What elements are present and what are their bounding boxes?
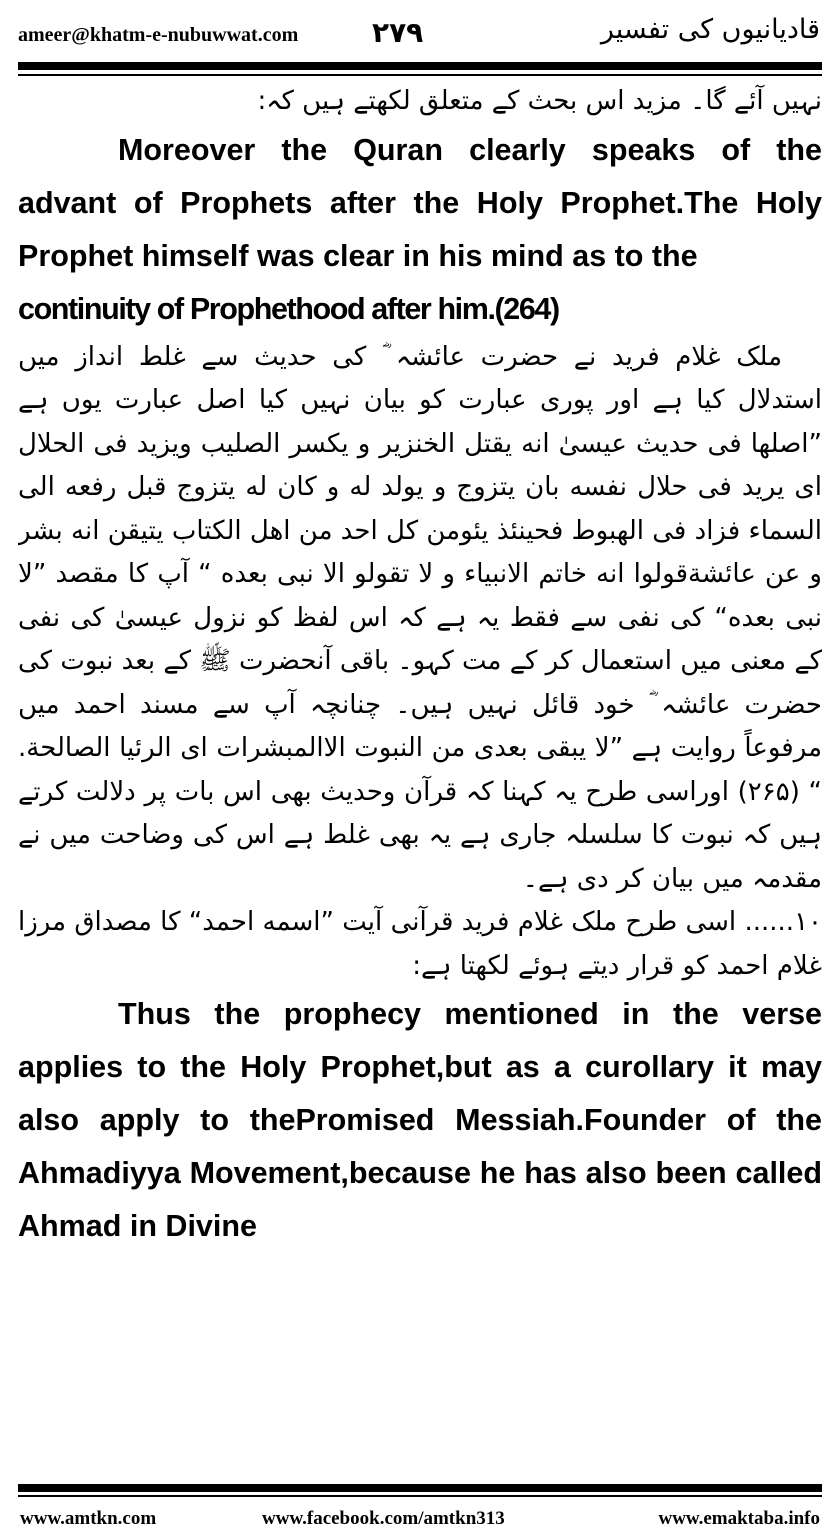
footer-link-facebook[interactable]: www.facebook.com/amtkn313 bbox=[262, 1508, 505, 1529]
header-email: ameer@khatm-e-nubuwwat.com bbox=[18, 24, 299, 46]
footer-rule bbox=[18, 1484, 822, 1492]
english-quote-1: Moreover the Quran clearly speaks of the advant of Prophets after the Holy Prophet.The Holy Prophet himself was clear in his mind as to the bbox=[18, 132, 822, 273]
header-rule-thin bbox=[18, 74, 822, 76]
english-quote-2: Thus the prophecy mentioned in the verse applies to the Holy Prophet,but as a curollary it may also apply to thePromised Messiah.Founder of the Ahmadiyya Movement,because he has also been called Ahmad in Divine bbox=[18, 997, 822, 1243]
urdu-paragraph-2: ۱۰...... اسی طرح ملک غلام فرید قرآنی آیت ”اسمه احمد“ کا مصداق مرزا غلام احمد کو قرار دیتے ہوئے لکھتا ہے: bbox=[18, 907, 822, 981]
page-content bbox=[18, 80, 822, 1475]
header-rule bbox=[18, 62, 822, 70]
footer-rule-thin bbox=[18, 1495, 822, 1497]
footer-link-emaktaba[interactable]: www.emaktaba.info bbox=[658, 1508, 820, 1529]
english-quote-1-last-line: continuity of Prophethood after him.(264) bbox=[18, 291, 559, 326]
page-number: ۲۷۹ bbox=[372, 16, 424, 49]
urdu-paragraph-1: ملک غلام فرید نے حضرت عائشہ ؓ کی حدیث سے غلط انداز میں استدلال کیا ہے اور پوری عبارت کو بیان نہیں کیا اصل عبارت یوں ہے ”اصلھا فی حدیث عیسیٰ انه یقتل الخنزیر و یکسر الصلیب ویزید فی الحلال ای یرید فی حلال نفسه بان یتزوج و یولد له و کان له یتزوج قبل رفعه الی السماء فزاد فی الھبوط فحینئذ یئومن کل احد من اھل الکتاب یتیقن انه بشر و عن عائشةقولوا انه خاتم الانبیاء و لا تقولو الا نبی بعده “ آپ کا مقصد ”لا نبی بعده“ کی نفی سے فقط یہ ہے کہ اس لفظ کو نزول عیسیٰ کی نفی کے معنی میں استعمال کر کے مت کہو۔ باقی آنحضرت ﷺ کے بعد نبوت کی حضرت عائشہ ؓ خود قائل نہیں ہیں۔ چنانچہ آپ سے مسند احمد میں مرفوعاً روایت ہے ”لا یبقی بعدی من النبوت الاالمبشرات ای الرئیا الصالحة. “ (۲۶۵) اوراسی طرح یہ کہنا کہ قرآن وحدیث بھی اس بات پر دلالت کرتے ہیں کہ نبوت کا سلسلہ جاری ہے یہ بھی غلط ہے اس کی وضاحت میں نے مقدمہ میں بیان کر دی ہے۔ bbox=[18, 341, 822, 894]
book-title: قادیانیوں کی تفسیر bbox=[600, 14, 820, 45]
urdu-intro: نہیں آئے گا۔ مزید اس بحث کے متعلق لکھتے ہیں کہ: bbox=[257, 86, 822, 116]
footer-link-amtkn[interactable]: www.amtkn.com bbox=[20, 1508, 157, 1529]
